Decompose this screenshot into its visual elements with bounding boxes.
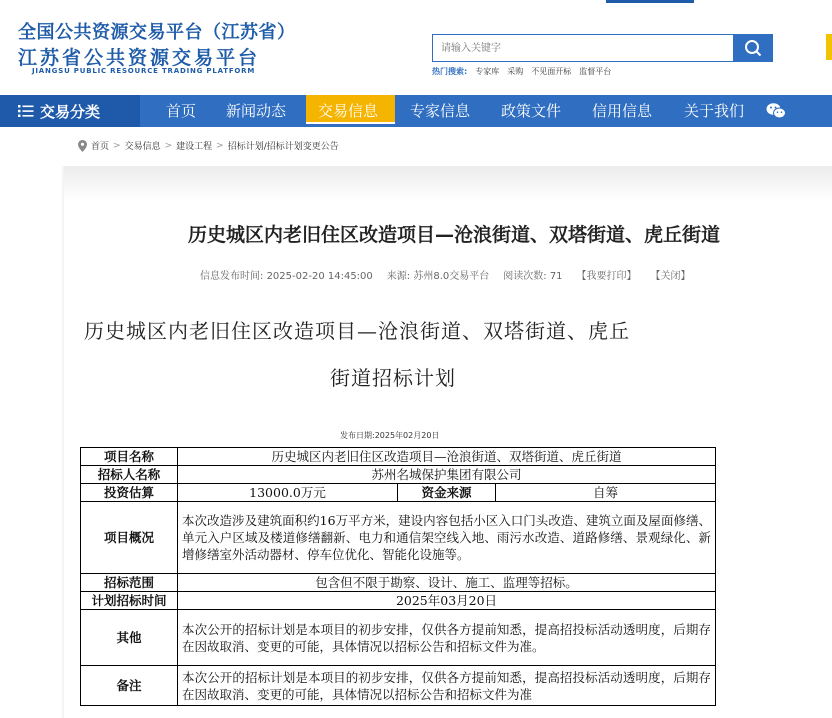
print-link[interactable]: 【我要打印】	[576, 271, 637, 282]
nav-credit[interactable]: 信用信息	[592, 102, 653, 120]
table-value: 2025年03月20日	[178, 592, 716, 610]
site-header	[0, 0, 832, 95]
document-publish-date: 发布日期:2025年02月20日	[340, 431, 440, 440]
logo-english: JIANGSU PUBLIC RESOURCE TRADING PLATFORM	[32, 67, 256, 75]
nav-about[interactable]: 关于我们	[684, 102, 745, 120]
side-accent-tab[interactable]	[826, 34, 832, 60]
wechat-icon[interactable]	[766, 102, 786, 124]
top-accent-line	[606, 0, 694, 3]
table-value: 历史城区内老旧住区改造项目—沧浪街道、双塔街道、虎丘街道	[178, 448, 716, 466]
table-row	[81, 666, 716, 706]
nav-policy[interactable]: 政策文件	[501, 102, 562, 120]
table-key: 项目概况	[81, 502, 178, 574]
breadcrumb-home[interactable]: 首页	[91, 142, 110, 152]
table-key: 招标范围	[81, 574, 178, 592]
breadcrumb-trading-info[interactable]: 交易信息	[124, 142, 161, 152]
nav-trading-info[interactable]: 交易信息	[318, 102, 379, 120]
table-key: 招标人名称	[81, 466, 178, 484]
table-row	[81, 502, 716, 574]
table-row	[81, 484, 716, 502]
search-input[interactable]	[433, 35, 731, 61]
search-icon	[744, 39, 762, 57]
hot-search-item[interactable]: 专家库	[475, 67, 500, 76]
breadcrumb-separator: >	[113, 140, 121, 151]
source: 来源: 苏州8.0交易平台	[386, 271, 490, 282]
hot-search-label: 热门搜索:	[432, 67, 468, 76]
breadcrumb-construction[interactable]: 建设工程	[176, 142, 213, 152]
table-key: 计划招标时间	[81, 592, 178, 610]
content-left-margin	[0, 166, 62, 718]
table-value: 本次公开的招标计划是本项目的初步安排，仅供各方提前知悉，提高招投标活动透明度，后期存在因故取消、变更的可能，具体情况以招标公告和招标文件为准。	[178, 610, 716, 666]
nav-news[interactable]: 新闻动态	[226, 102, 287, 120]
table-key: 资金来源	[398, 484, 496, 502]
tender-plan-table	[80, 447, 716, 706]
search-box	[432, 34, 734, 62]
table-key: 其他	[81, 610, 178, 666]
table-value: 包含但不限于勘察、设计、施工、监理等招标。	[178, 574, 716, 592]
hot-search-row	[432, 66, 611, 77]
table-value: 本次公开的招标计划是本项目的初步安排，仅供各方提前知悉，提高招投标活动透明度，后期存在因故取消、变更的可能，具体情况以招标公告和招标文件为准	[178, 666, 716, 706]
hot-search-item[interactable]: 采购	[507, 67, 524, 76]
table-row	[81, 448, 716, 466]
breadcrumb-separator: >	[216, 140, 224, 151]
article-title: 历史城区内老旧住区改造项目—沧浪街道、双塔街道、虎丘街道	[187, 224, 720, 246]
article-card-top-shade	[64, 166, 832, 202]
location-pin-icon	[78, 140, 87, 152]
view-count: 阅读次数: 71	[503, 271, 563, 282]
table-key: 备注	[81, 666, 178, 706]
search-button[interactable]	[733, 34, 773, 62]
table-value: 自筹	[496, 484, 716, 502]
table-row	[81, 574, 716, 592]
document-title-line1: 历史城区内老旧住区改造项目—沧浪街道、双塔街道、虎丘	[84, 319, 630, 343]
table-row	[81, 466, 716, 484]
logo-title-line1[interactable]: 全国公共资源交易平台（江苏省）	[18, 22, 296, 43]
document-title-line2: 街道招标计划	[330, 366, 456, 390]
article-meta	[200, 267, 691, 282]
table-key: 项目名称	[81, 448, 178, 466]
breadcrumb	[78, 139, 339, 152]
close-link[interactable]: 【关闭】	[650, 271, 691, 282]
table-value: 苏州名城保护集团有限公司	[178, 466, 716, 484]
nav-home[interactable]: 首页	[166, 102, 197, 120]
logo-title-line2[interactable]: 江苏省公共资源交易平台	[18, 47, 261, 69]
table-row	[81, 610, 716, 666]
publish-time: 信息发布时间: 2025-02-20 14:45:00	[200, 271, 373, 282]
nav-expert-info[interactable]: 专家信息	[410, 102, 471, 120]
hot-search-item[interactable]: 监督平台	[579, 67, 612, 76]
hot-search-item[interactable]: 不见面开标	[531, 67, 572, 76]
table-value: 13000.0万元	[178, 484, 398, 502]
table-row	[81, 592, 716, 610]
table-key: 投资估算	[81, 484, 178, 502]
table-value: 本次改造涉及建筑面积约16万平方米，建设内容包括小区入口门头改造、建筑立面及屋面修缮、单元入户区域及楼道修缮翻新、电力和通信架空线入地、雨污水改造、道路修缮、景观绿化、新增修缮室外活动器材、停车位优化、智能化设施等。	[178, 502, 716, 574]
breadcrumb-separator: >	[164, 140, 173, 151]
nav-category-label: 交易分类	[40, 102, 101, 121]
wechat-glyph	[766, 102, 786, 120]
breadcrumb-current[interactable]: 招标计划/招标计划变更公告	[227, 142, 339, 152]
